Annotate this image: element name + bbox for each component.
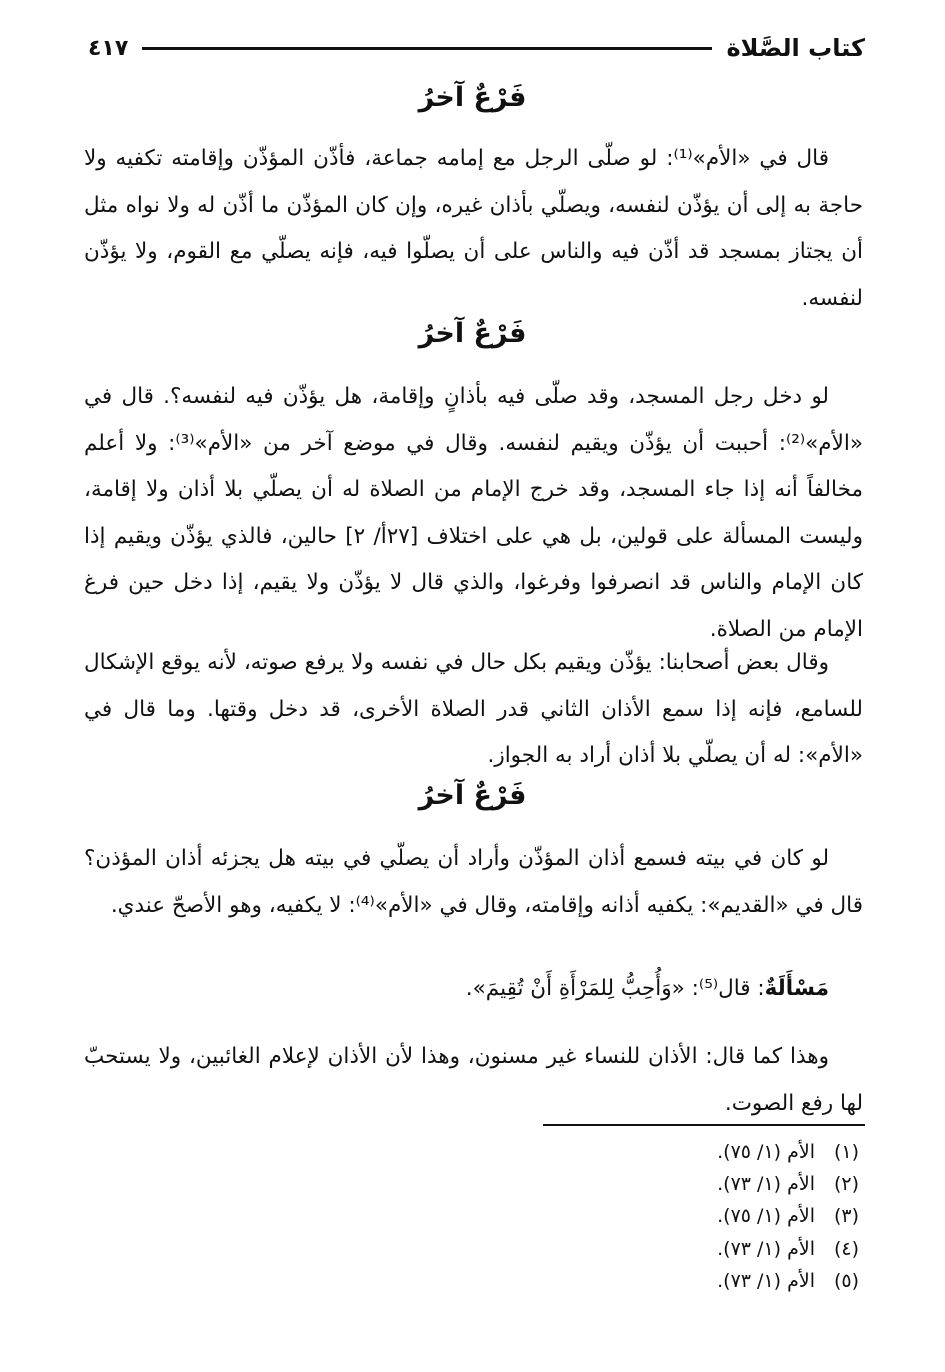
closing-paragraph: وهذا كما قال: الأذان للنساء غير مسنون، وهذا لأن الأذان لإعلام الغائبين، ولا يستحبّ لها رفع الصوت. (84, 1044, 863, 1116)
masala-label: مَسْأَلَةٌ (764, 976, 829, 1001)
running-header (88, 28, 865, 68)
header-rule (142, 47, 712, 50)
masala-paragraph (84, 966, 863, 1013)
masala-text: : قال⁽⁵⁾: «وَأُحِبُّ لِلمَرْأَةِ أَنْ تُقِيمَ». (465, 976, 765, 1001)
footnote-text: الأم (١/ ٧٥). (717, 1205, 815, 1228)
footnote-text: الأم (١/ ٧٣). (717, 1269, 815, 1292)
paragraph-1: قال في «الأم»⁽¹⁾: لو صلّى الرجل مع إمامه جماعة، فأذّن المؤذّن وإقامته تكفيه ولا حاجة به إلى أن يؤذّن لنفسه، ويصلّي بأذان غيره، وإن كان المؤذّن ما أذّن له ولا نواه مثل أن يجتاز بمسجد قد أذّن فيه والناس على أن يصلّوا فيه، فإنه يصلّي مع القوم، ولا يؤذّن لنفسه. (84, 146, 863, 311)
footnote (559, 1265, 859, 1297)
footnote (559, 1136, 859, 1168)
footnote-number: (٣) (833, 1205, 859, 1228)
footnote-number: (٢) (833, 1173, 859, 1196)
section-heading-2: فَرْعٌ آخرُ (418, 318, 527, 349)
footnote-number: (١) (833, 1141, 859, 1163)
footnotes (559, 1136, 859, 1297)
section-heading-1: فَرْعٌ آخرُ (418, 82, 527, 113)
paragraph-2: لو دخل رجل المسجد، وقد صلّى فيه بأذانٍ وإقامة، هل يؤذّن فيه لنفسه؟. قال في «الأم»⁽²⁾: أحببت أن يؤذّن ويقيم لنفسه. وقال في موضع آخر من «الأم»⁽³⁾: ولا أعلم مخالفاً أنه إذا جاء المسجد، وقد خرج الإمام من الصلاة له أن يصلّي بلا أذان ولا إقامة، وليست المسألة على قولين، بل هي على اختلاف [٢٧أ/ ٢] حالين، فالذي يؤذّن ويقيم إذا كان الإمام والناس قد انصرفوا وفرغوا، والذي قال لا يؤذّن ولا يقيم، إذا دخل حين فرغ الإمام من الصلاة. (84, 384, 863, 642)
footnote-rule (543, 1124, 865, 1126)
footnote-text: الأم (١/ ٧٣). (717, 1237, 815, 1260)
footnote-number: (٥) (833, 1269, 859, 1292)
book-title: كتاب الصَّلاة (726, 34, 865, 62)
footnote (559, 1168, 859, 1200)
footnote-text: الأم (١/ ٧٣). (717, 1173, 815, 1196)
footnote (559, 1200, 859, 1232)
page-number: ٤١٧ (88, 35, 129, 61)
paragraph-4: لو كان في بيته فسمع أذان المؤذّن وأراد أن يصلّي في بيته هل يجزئه أذان المؤذن؟ قال في «القديم»: يكفيه أذانه وإقامته، وقال في «الأم»⁽⁴⁾: لا يكفيه، وهو الأصحّ عندي. (84, 846, 863, 918)
footnote-text: الأم (١/ ٧٥). (717, 1141, 815, 1163)
footnote (559, 1233, 859, 1265)
footnote-number: (٤) (833, 1237, 859, 1260)
paragraph-3: وقال بعض أصحابنا: يؤذّن ويقيم بكل حال في نفسه ولا يرفع صوته، لأنه يوقع الإشكال للسامع، فإنه إذا سمع الأذان الثاني قدر الصلاة الأخرى، قد دخل وقتها. وما قال في «الأم»: له أن يصلّي بلا أذان أراد به الجواز. (84, 650, 863, 768)
section-heading-3: فَرْعٌ آخرُ (418, 780, 527, 811)
